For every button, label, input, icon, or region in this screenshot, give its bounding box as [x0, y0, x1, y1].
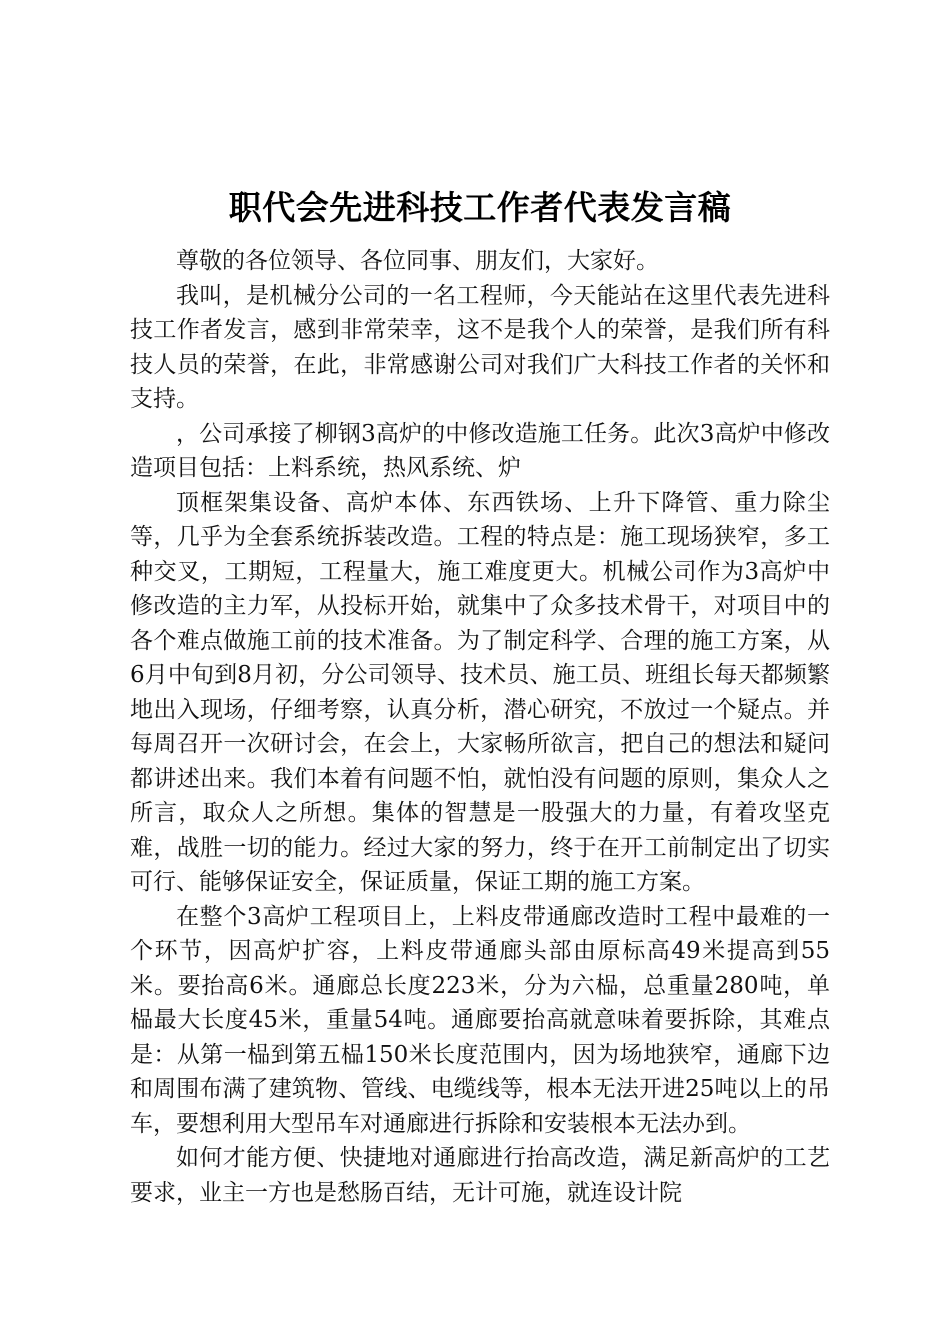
- paragraph-project-scope: ，公司承接了柳钢3高炉的中修改造施工任务。此次3高炉中修改造项目包括：上料系统，热风系统、炉: [130, 420, 830, 481]
- document-title: 职代会先进科技工作者代表发言稿: [228, 188, 732, 227]
- paragraph-preparation: 顶框架集设备、高炉本体、东西铁场、上升下降管、重力除尘等，几乎为全套系统拆装改造。工程的特点是：施工现场狭窄，多工种交叉，工期短，工程量大，施工难度更大。机械公司作为3高炉中修改造的主力军，从投标开始，就集中了众多技术骨干，对项目中的各个难点做施工前的技术准备。为了制定科学、合理的施工方案，从6月中旬到8月初，分公司领导、技术员、施工员、班组长每天都频繁地出入现场，仔细考察，认真分析，潜心研究，不放过一个疑点。并每周召开一次研讨会，在会上，大家畅所欲言，把自己的想法和疑问都讲述出来。我们本着有问题不怕，就怕没有问题的原则，集众人之所言，取众人之所想。集体的智慧是一股强大的力量，有着攻坚克难，战胜一切的能力。经过大家的努力，终于在开工前制定出了切实可行、能够保证安全，保证质量，保证工期的施工方案。: [130, 489, 830, 895]
- paragraph-greeting: 尊敬的各位领导、各位同事、朋友们，大家好。: [176, 248, 659, 274]
- paragraph-introduction: 我叫，是机械分公司的一名工程师，今天能站在这里代表先进科技工作者发言，感到非常荣幸，这不是我个人的荣誉，是我们所有科技人员的荣誉，在此，非常感谢公司对我们广大科技工作者的关怀和支持。: [130, 282, 830, 412]
- document-page: [130, 182, 830, 1210]
- paragraph-solution-intro: 如何才能方便、快捷地对通廊进行抬高改造，满足新高炉的工艺要求，业主一方也是愁肠百结，无计可施，就连设计院: [130, 1145, 830, 1206]
- paragraph-conveyor-difficulty: 在整个3高炉工程项目上，上料皮带通廊改造时工程中最难的一个环节，因高炉扩容，上料皮带通廊头部由原标高49米提高到55米。要抬高6米。通廊总长度223米，分为六榀，总重量280吨，单榀最大长度45米，重量54吨。通廊要抬高就意味着要拆除，其难点是：从第一榀到第五榀150米长度范围内，因为场地狭窄，通廊下边和周围布满了建筑物、管线、电缆线等，根本无法开进25吨以上的吊车，要想利用大型吊车对通廊进行拆除和安装根本无法办到。: [130, 903, 830, 1137]
